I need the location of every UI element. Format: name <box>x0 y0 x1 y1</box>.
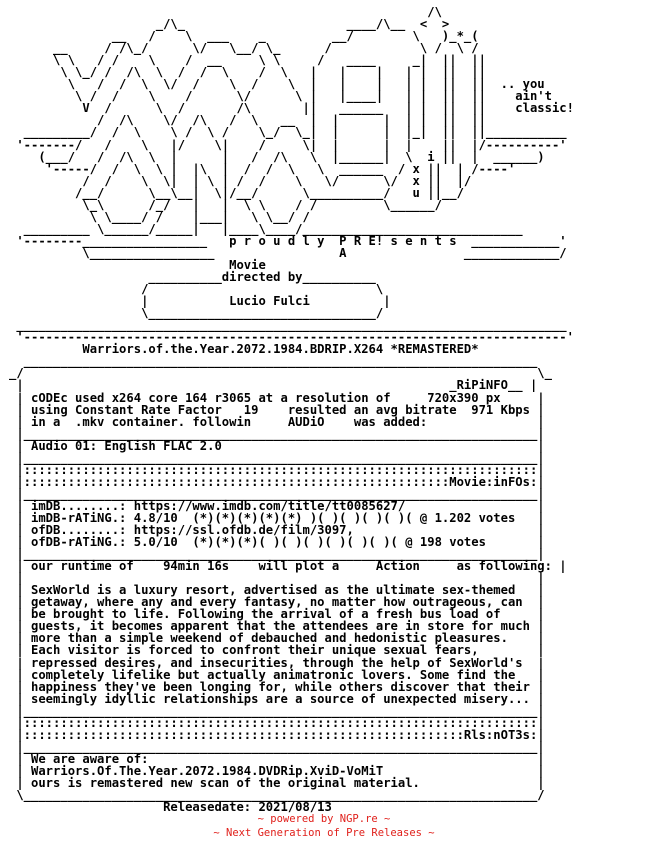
footer-tagline: ~ Next Generation of Pre Releases ~ <box>213 827 435 839</box>
footer-powered-by: ~ powered by NGP.re ~ <box>257 813 391 825</box>
nfo-text: /\ _/\_ ____/\__ < > __ / \ ___ _ __/ \ )_*_( __ / /\_/ \/ \__/ \_ / \ / \ / \ \ / / \ / __ \ \ / ____ _| || || \ \_/ / /\ \ / / \ / \ | | | | | || || \ / / \ \/ / \ / \ | | | | | || || .. you \ / / \ / \/ \ | |____| | | || || ain't V / \ / /\ || ______ | | || || classic! / /\ \/ /\ / \ __ | | | | | || || _________/ / \ \ / \ / \_/ \_| | | |_| || ||___________ '-------/ / \ |/ \| / \| | | | || |/----------' (___/ / /\ \ | | / /\ \ |______| \ i || | ______) '-----/ / \ \ | |\ | / / \ \ ______ / x || | /----' / / \ \| | \ | / / \ \/ \/ x || |/ /__/ \__\__| \|/__/ \__________/ u ||__/ \_\ /_/ | | \ \ / / \______/ \ \____/ / |___| \ \__/ / _________ \______/_____| |____\____/______________________________ '--------_________________ p r o u d l y P R E! s e n t s ____________' \_________________ A _____________/ Movie __________directed by__________ / \ | Lucio Fulci | \_______________________________/ ___________________________________________________________________________ '--------------------------------------------------------------------------' Warriors.of.the.Year.2072.1984.BDRIP.X264 *REMASTERED* ______________________________________________________________________ _/ \_ | _RiPiNFO__ | | cODEc used x264 core 164 r3065 at a resolution of 720x390 px | | using Constant Rate Factor 19 resulted an avg bitrate 971 Kbps | | in a .mkv container. followin AUDiO was added: | |______________________________________________________________________| | Audio 01: English FLAC 2.0 | |______________________________________________________________________| |::::::::::::::::::::::::::::::::::::::::::::::::::::::::::::::::::::::| |::::::::::::::::::::::::::::::::::::::::::::::::::::::::::Movie:inFOs:| |______________________________________________________________________| | imDB........: https://www.imdb.com/title/tt0085627/ | | imDB-rATiNG.: 4.8/10 (*)(*)(*)(*)(*) )( )( )( )( )( @ 1.202 votes | | ofDB........: https://ssl.ofdb.de/film/3097, | | ofDB-rATiNG.: 5.0/10 (*)(*)(*)( )( )( )( )( )( )( @ 198 votes | |______________________________________________________________________| | our runtime of 94min 16s will plot a Action as following: | | | | SexWorld is a luxury resort, advertised as the ultimate sex-themed | | getaway, where any and every fantasy, no matter how outrageous, can | | be brought to life. Following the arrival of a fresh bus load of | | guests, it becomes apparent that the attendees are in store for much | | more than a simple weekend of debauched and hedonistic pleasures. | | Each visitor is forced to confront their unique sexual fears, | | repressed desires, and insecurities, through the help of SexWorld's | | completely lifelike but actually animatronic lovers. Some find the | | happiness they've been longing for, while others discover that their | | seemingly idyllic relationships are a source of unexpected misery... | |______________________________________________________________________| |::::::::::::::::::::::::::::::::::::::::::::::::::::::::::::::::::::::| |::::::::::::::::::::::::::::::::::::::::::::::::::::::::::::Rls:nOT3s:| |______________________________________________________________________| | We are aware of: | | Warriors.Of.The.Year.2072.1984.DVDRip.XviD-VoMiT | | ours is remastered new scan of the original material. | \______________________________________________________________________/ Releasedate: 2021/08/13 <box>9 5 574 815</box>
